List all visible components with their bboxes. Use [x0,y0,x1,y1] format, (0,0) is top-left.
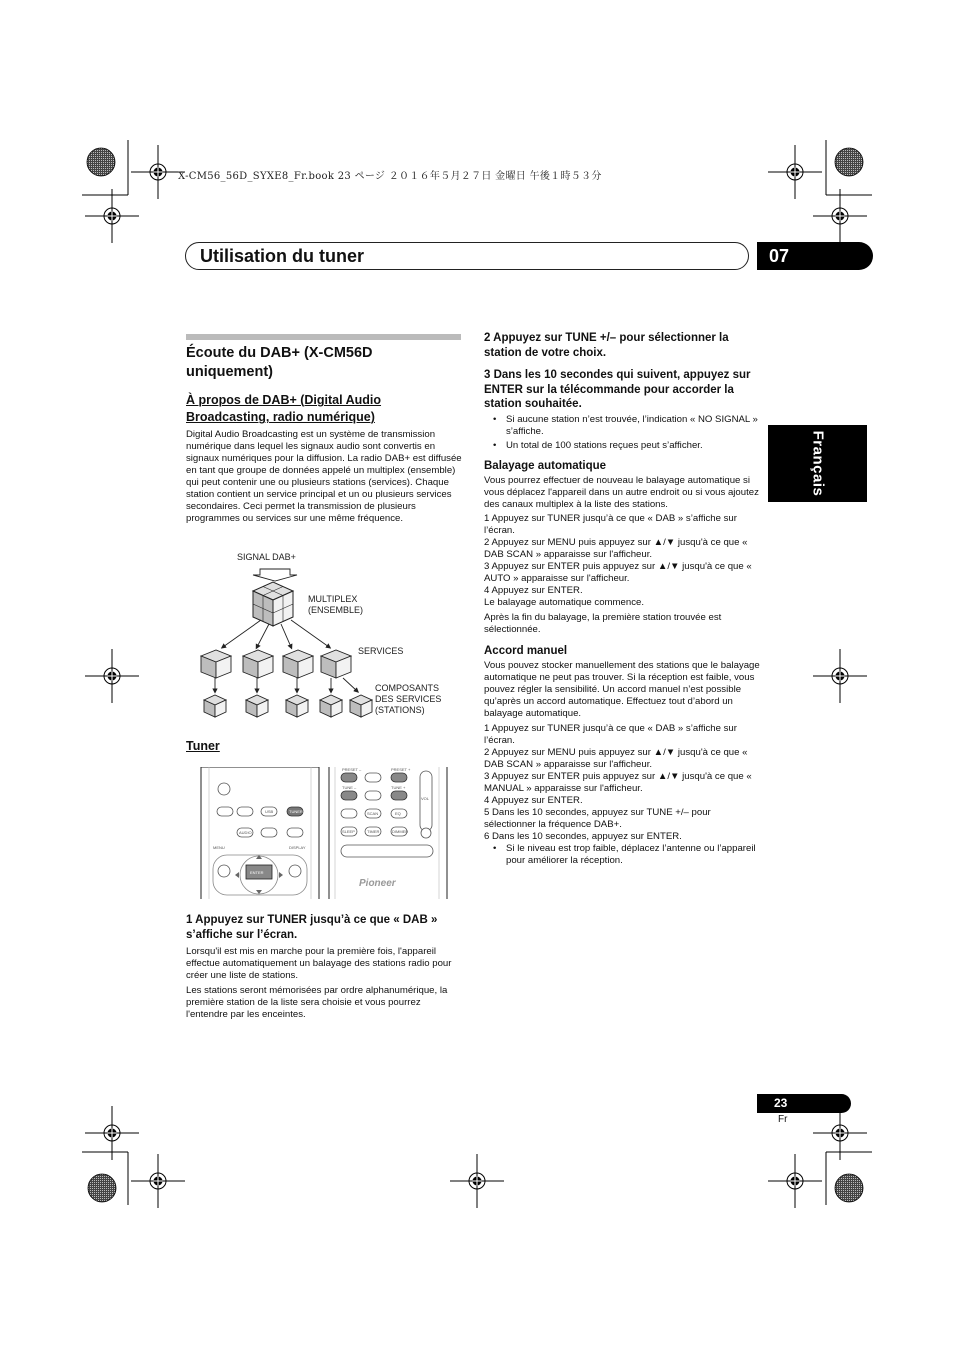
svg-text:USB: USB [265,809,274,814]
step3-bullet-1: • Si aucune station n’est trouvée, l’indication « NO SIGNAL » s’affiche. [484,414,760,438]
multiplex-label-2: (ENSEMBLE) [308,605,364,615]
step1-paragraph-1: Lorsqu'il est mis en marche pour la première fois, l'appareil effectue automatiquement un balayage des stations radio pour créer une liste de stations. [186,946,452,981]
manual-bullet: • Si le niveau est trop faible, déplacez l’antenne ou l’appareil pour améliorer la réception. [484,843,760,867]
svg-text:AUDIO: AUDIO [239,830,252,835]
step1-paragraph-2: Les stations seront mémorisées par ordre alphanumérique, la première station de la liste sera choisie et vous pourrez l'entendre par les enceintes. [186,985,448,1020]
svg-text:DIMMER: DIMMER [392,829,409,834]
left-column-top [186,344,462,525]
svg-text:TUNE +: TUNE + [391,785,406,790]
auto-step-1: 1 Appuyez sur TUNER jusqu’à ce que « DAB » s’affiche sur l’écran. [484,512,737,536]
remote-illustration [199,767,449,901]
svg-text:ENTER: ENTER [250,870,264,875]
auto-step-result: Le balayage automatique commence. [484,596,644,608]
svg-text:MENU: MENU [213,845,225,850]
step3-title: 3 Dans les 10 secondes qui suivent, appuyez sur ENTER sur la télécommande pour accorder la station souhaitée. [484,369,751,410]
manual-step-3: 3 Appuyez sur ENTER puis appuyez sur ▲/▼ jusqu'à ce que « MANUAL » apparaisse sur l'afficheur. [484,770,752,794]
auto-scan-intro: Vous pourrez effectuer de nouveau le balayage automatique si vous déplacez l'appareil dans un autre endroit ou si vous ajoutez des canaux multiplex à la liste des stations. [484,474,759,510]
print-info-line: X-CM56_56D_SYXE8_Fr.book 23 ページ ２０１６年５月２７日 金曜日 午後１時５３分 [178,171,602,182]
manual-intro: Vous pouvez stocker manuellement des stations que le balayage automatique ne peut pas trouver. Si la réception est faible, vous pouvez régler la sensibilité. Un accord manuel n’est possible qu’après un accord automatique. Effectuez tout d’abord un balayage automatique. [484,659,760,719]
manual-step-2: 2 Appuyez sur MENU puis appuyez sur ▲/▼ jusqu'à ce que « DAB SCAN » apparaisse sur l'afficheur. [484,746,748,770]
pioneer-logo: Pioneer [359,878,396,889]
multiplex-cube [253,582,293,626]
auto-scan-after: Après la fin du balayage, la première station trouvée est sélectionnée. [484,611,722,635]
subsection-title: À propos de DAB+ (Digital Audio Broadcasting, radio numérique) [186,393,382,424]
svg-text:TUNE –: TUNE – [342,785,357,790]
language-tab-label-wrap [768,425,867,502]
manual-step-5: 5 Dans les 10 secondes, appuyez sur TUNE +/– pour sélectionner la fréquence DAB+. [484,806,711,830]
signal-label: SIGNAL DAB+ [237,552,296,562]
svg-text:PRESET +: PRESET + [391,767,411,772]
step2-title: 2 Appuyez sur TUNE +/– pour sélectionner la station de votre choix. [484,332,729,359]
manual-tuning-title: Accord manuel [484,644,568,657]
components-label-1: COMPOSANTS [375,683,440,693]
svg-text:SCAN: SCAN [367,811,379,816]
svg-text:VOL: VOL [421,796,430,801]
language-tab-label: Français [808,430,826,497]
components-label-2: DES SERVICES [375,694,442,704]
step1-title: 1 Appuyez sur TUNER jusqu’à ce que « DAB » s’affiche sur l’écran. [186,914,438,941]
svg-text:PRESET –: PRESET – [342,767,362,772]
svg-text:SLEEP: SLEEP [342,829,355,834]
services-label: SERVICES [358,646,404,656]
tuner-heading: Tuner [186,739,220,753]
step3-bullet-2: • Un total de 100 stations reçues peut s’afficher. [484,440,760,452]
manual-step-4: 4 Appuyez sur ENTER. [484,794,583,806]
manual-step-6: 6 Dans les 10 secondes, appuyez sur ENTER. [484,830,682,842]
page-language: Fr [778,1114,788,1125]
auto-step-4: 4 Appuyez sur ENTER. [484,584,583,596]
chapter-number: 07 [757,242,873,270]
intro-paragraph: Digital Audio Broadcasting est un système de transmission numérique dans lequel les signaux audio sont convertis en signaux numériques pour la diffusion. La radio DAB+ est diffusée en tant que groupe de données appelé un multiplex (ensemble) qui peut contenir une ou plusieurs stations (services). Chaque station contient un service principal et un ou plusieurs services secondaires. Ceci permet la transmission de plusieurs programmes ou services sur une même fréquence. [186,429,462,524]
component-cubes [204,695,372,717]
service-cubes [201,650,351,678]
manual-step-1: 1 Appuyez sur TUNER jusqu’à ce que « DAB » s’affiche sur l’écran. [484,722,737,746]
signal-arrow [253,569,297,581]
svg-text:TUNER: TUNER [289,809,303,814]
multiplex-label-1: MULTIPLEX [308,594,358,604]
svg-text:EQ: EQ [395,811,401,816]
section-title: Écoute du DAB+ (X-CM56D uniquement) [186,345,373,380]
svg-text:TIMER: TIMER [367,829,380,834]
auto-scan-title: Balayage automatique [484,459,607,472]
components-label-3: (STATIONS) [375,705,425,715]
auto-step-3: 3 Appuyez sur ENTER puis appuyez sur ▲/▼ jusqu'à ce que « AUTO » apparaisse sur l'afficheur. [484,560,752,584]
left-column-bottom [186,913,462,1021]
right-column [484,331,760,867]
page-number: 23 [757,1094,851,1113]
svg-text:DISPLAY: DISPLAY [289,845,306,850]
power-button-icon [218,783,230,795]
section-bar [186,334,461,340]
page-title: Utilisation du tuner [200,246,364,266]
auto-step-2: 2 Appuyez sur MENU puis appuyez sur ▲/▼ jusqu'à ce que « DAB SCAN » apparaisse sur l'afficheur. [484,536,748,560]
